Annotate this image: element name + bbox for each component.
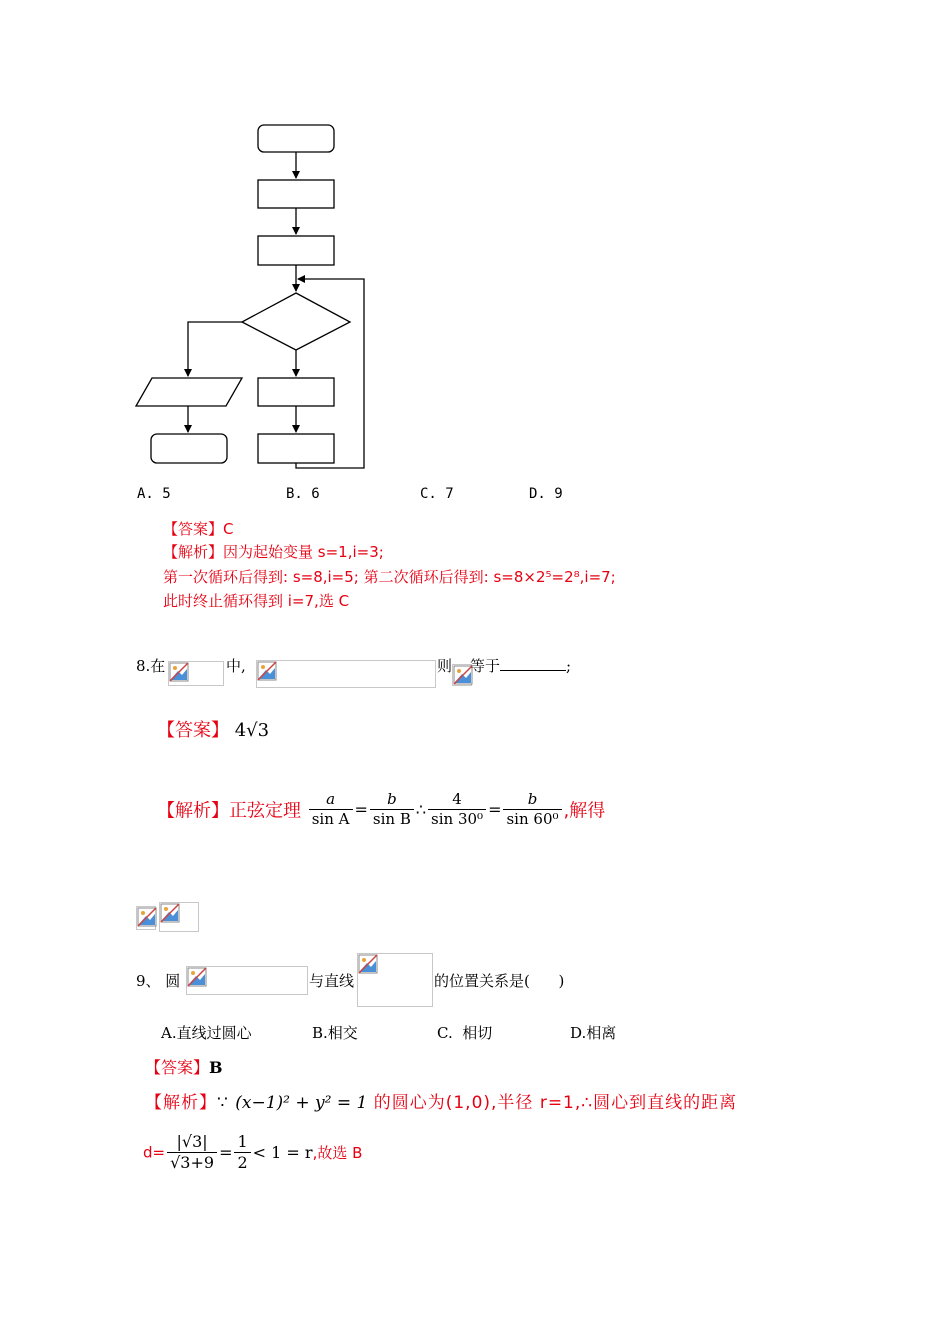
q9-option-d: D.相离 — [570, 1024, 617, 1042]
broken-image-icon — [136, 906, 156, 930]
fraction: $\frac{b}{\text{sin B}}$ — [370, 790, 414, 829]
analysis-text: 的圆心为(1,0),半径 r=1,∴圆心到直线的距离 — [373, 1093, 738, 1113]
end-punct: ; — [566, 657, 572, 675]
broken-image-icon — [186, 966, 308, 995]
equals-sign: = — [219, 1143, 233, 1162]
q8-answer — [157, 716, 269, 742]
flow-process-box-2 — [258, 236, 334, 265]
d-label: d= — [143, 1143, 166, 1162]
q8-then: 则 — [437, 657, 453, 675]
q8-analysis — [157, 790, 605, 829]
flow-process-box-3 — [258, 378, 334, 406]
answer-label: 【答案】 — [157, 720, 229, 741]
fraction: $\frac{b}{\text{sin 60⁰}}$ — [503, 790, 561, 829]
answer-value: C — [223, 520, 234, 538]
analysis-label: 【解析】 — [157, 800, 229, 822]
broken-image-icon — [168, 661, 224, 686]
flow-start-box — [258, 125, 334, 152]
q7-option-c: C. 7 — [420, 486, 454, 502]
q7-option-b: B. 6 — [286, 486, 320, 502]
flow-process-box-4 — [258, 434, 334, 463]
q7-option-a: A. 5 — [137, 486, 171, 502]
broken-image-icon — [357, 953, 433, 1007]
flow-end-box — [151, 434, 227, 463]
q9-analysis — [145, 1088, 737, 1113]
answer-blank — [500, 656, 566, 671]
q9-with-line: 与直线 — [309, 972, 355, 990]
q9-relation: 的位置关系是( ) — [434, 972, 565, 990]
q9-option-b: B.相交 — [312, 1024, 358, 1042]
q7-analysis-line2 — [163, 566, 616, 587]
analysis-text: 因为起始变量 s=1,i=3; — [223, 543, 384, 561]
d-end: ,故选 B — [312, 1144, 363, 1162]
flow-decision-diamond — [242, 293, 350, 350]
fraction: $\frac{|√3|}{√3+9}$ — [167, 1132, 217, 1173]
equals-sign: = — [488, 799, 502, 819]
inequality: < 1 = r — [252, 1143, 313, 1162]
because-symbol: ∵ — [217, 1093, 229, 1113]
q7-answer — [163, 518, 234, 539]
answer-label: 【答案】 — [145, 1058, 210, 1077]
q8-equals — [470, 655, 571, 676]
q7-option-d: D. 9 — [529, 486, 563, 502]
answer-value: 4√3 — [234, 720, 270, 741]
analysis-label: 【解析】 — [145, 1093, 217, 1113]
q8-mid: 中, — [226, 657, 246, 675]
equals-sign: = — [354, 799, 368, 819]
q8-number: 8.在 — [136, 657, 166, 675]
q7-analysis-line1 — [163, 541, 384, 562]
fraction: $\frac{a}{\text{sin A}}$ — [309, 790, 353, 829]
broken-image-icon — [159, 902, 199, 932]
q9-option-a: A.直线过圆心 — [161, 1024, 252, 1042]
answer-label: 【答案】 — [163, 520, 224, 538]
flowchart — [130, 118, 380, 478]
analysis-end: ,解得 — [563, 800, 606, 822]
circle-equation: (x−1)² + y² = 1 — [235, 1093, 368, 1113]
analysis-label: 【解析】 — [163, 543, 224, 561]
q9-number: 9、 圆 — [136, 972, 181, 990]
q9-distance — [143, 1132, 362, 1173]
analysis-text: 第一次循环后得到: s=8,i=5; — [163, 568, 359, 586]
broken-image-icon — [452, 664, 472, 686]
q9-option-c: C. 相切 — [437, 1024, 493, 1042]
answer-value: B — [209, 1058, 223, 1077]
fraction: $\frac{4}{\text{sin 30⁰}}$ — [428, 790, 486, 829]
q7-analysis-line3: 此时终止循环得到 i=7,选 C — [163, 592, 350, 610]
analysis-text: 第二次循环后得到: s=8×2⁵=2⁸,i=7; — [363, 568, 616, 586]
analysis-text: 正弦定理 — [229, 800, 301, 822]
fraction: $\frac{1}{2}$ — [234, 1132, 250, 1173]
q9-answer — [145, 1055, 223, 1078]
therefore-symbol: ∴ — [415, 799, 427, 819]
flow-process-box-1 — [258, 180, 334, 208]
equals-text: 等于 — [470, 657, 501, 675]
broken-image-icon — [256, 660, 436, 688]
flow-output-parallelogram — [136, 378, 242, 406]
